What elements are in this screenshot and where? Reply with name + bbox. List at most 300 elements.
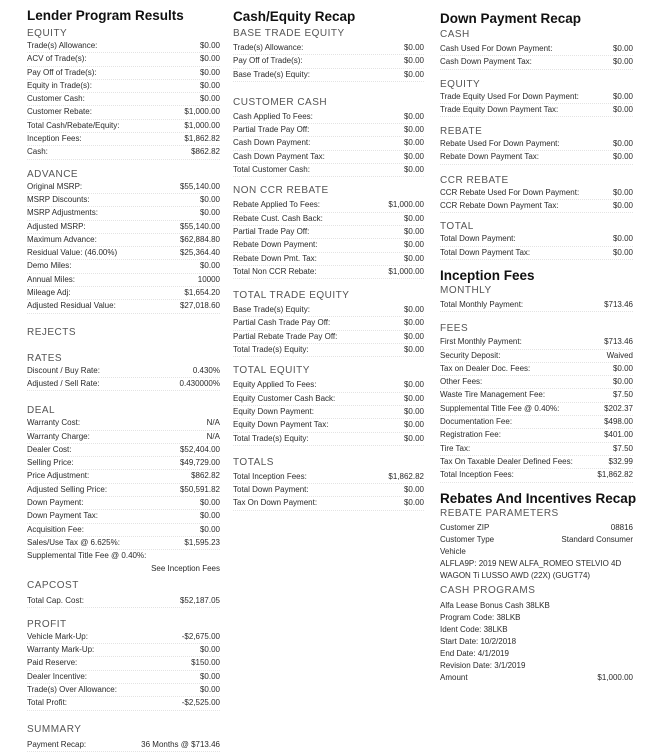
row-label: Price Adjustment: (27, 471, 90, 481)
row-value: $0.00 (612, 139, 633, 149)
rates-rows (27, 365, 220, 392)
data-row (27, 524, 220, 537)
row-label: Rebate Down Pmt. Tax: (233, 253, 317, 263)
row-value: $0.00 (612, 91, 633, 101)
row-label: Pay Off of Trade(s): (27, 67, 97, 77)
row-label: Selling Price: (27, 458, 74, 468)
data-row (233, 164, 424, 177)
advance-rows (27, 181, 220, 314)
row-label: Total Trade(s) Equity: (233, 433, 309, 443)
section-heading-rejects: REJECTS (27, 326, 77, 338)
row-value: $1,862.82 (388, 471, 424, 481)
row-label: First Monthly Payment: (440, 337, 522, 347)
row-label: Total Trade(s) Equity: (233, 345, 309, 355)
data-row (233, 226, 424, 239)
row-label: Payment Recap: (27, 739, 87, 749)
data-row (27, 133, 220, 146)
section-heading-deal: DEAL (27, 405, 56, 417)
row-value: $0.00 (403, 151, 424, 161)
row-label: Trade Equity Used For Down Payment: (440, 91, 579, 101)
data-row (27, 417, 220, 430)
deal-rows (27, 417, 220, 550)
row-label: Cash Down Payment: (233, 138, 311, 148)
data-row (27, 644, 220, 657)
cash-program-amount-row (440, 672, 633, 684)
data-row (27, 671, 220, 684)
row-value: $52,187.05 (179, 595, 220, 605)
row-value: $0.00 (199, 194, 220, 204)
data-row (27, 444, 220, 457)
row-label: Customer ZIP (440, 522, 490, 532)
row-value: $0.00 (403, 420, 424, 430)
row-label: ACV of Trade(s): (27, 54, 87, 64)
data-row (440, 456, 633, 469)
row-value: $862.82 (191, 147, 220, 157)
data-row (27, 431, 220, 444)
row-label: Cash Used For Down Payment: (440, 44, 553, 53)
row-value: $0.00 (199, 645, 220, 655)
row-label: Acquisition Fee: (27, 524, 84, 534)
row-value: 08816 (610, 522, 633, 532)
row-label: Rebate Applied To Fees: (233, 200, 321, 210)
row-value: Standard Consumer (561, 534, 633, 544)
row-value: $0.00 (612, 377, 633, 387)
section-heading-cash: CASH (440, 29, 470, 40)
data-row (233, 419, 424, 432)
row-label: MSRP Adjustments: (27, 208, 98, 218)
base-trade-equity-rows (233, 42, 424, 82)
row-label: Tax on Dealer Doc. Fees: (440, 363, 531, 373)
total-trade-equity-rows (233, 304, 424, 357)
section-heading-equity: EQUITY (27, 28, 68, 39)
section-heading-rebate-parameters: REBATE PARAMETERS (440, 507, 559, 519)
data-row (440, 350, 633, 363)
data-row (233, 137, 424, 150)
row-value: $0.00 (403, 43, 424, 52)
row-value: $0.00 (403, 111, 424, 121)
row-value: $0.00 (403, 318, 424, 328)
row-value: $0.00 (403, 125, 424, 135)
row-label: Total Profit: (27, 698, 68, 708)
row-label: Warranty Charge: (27, 431, 90, 441)
row-label: Inception Fees: (27, 134, 82, 144)
row-value: $0.00 (199, 261, 220, 271)
row-value: $0.00 (612, 234, 633, 244)
row-value: 0.430000% (179, 378, 220, 388)
row-label: Maximum Advance: (27, 234, 97, 244)
cash-equity-recap-column (233, 0, 424, 511)
row-label: Customer Rebate: (27, 107, 92, 117)
data-row (440, 187, 633, 200)
row-label: Total Monthly Payment: (440, 299, 524, 309)
row-label: Paid Reserve: (27, 658, 78, 668)
row-value: $0.00 (612, 152, 633, 162)
row-label: Security Deposit: (440, 350, 501, 360)
data-row (27, 260, 220, 273)
row-value: $0.00 (403, 253, 424, 263)
page-title: Lender Program Results (27, 8, 184, 23)
total-equity-rows (233, 379, 424, 445)
row-label: Partial Cash Trade Pay Off: (233, 318, 331, 328)
row-value: $0.00 (403, 138, 424, 148)
capcost-rows (27, 595, 220, 608)
data-row (27, 234, 220, 247)
data-row (233, 253, 424, 266)
row-label: Equity Down Payment Tax: (233, 420, 329, 430)
row-label: Total Customer Cash: (233, 165, 310, 175)
row-value: $150.00 (191, 658, 220, 668)
row-value: N/A (206, 431, 220, 441)
row-label: Sales/Use Tax @ 6.625%: (27, 537, 120, 547)
row-label: Trade Equity Down Payment Tax: (440, 104, 559, 114)
section-heading-advance: ADVANCE (27, 168, 79, 180)
data-row (233, 239, 424, 252)
data-row (233, 484, 424, 497)
rebate-parameters-rows (440, 522, 633, 547)
row-value: $1,000.00 (184, 107, 220, 117)
row-value: $49,729.00 (179, 458, 220, 468)
dp-ccr-rebate-rows (440, 187, 633, 214)
row-label: Documentation Fee: (440, 417, 513, 427)
row-label: Partial Rebate Trade Pay Off: (233, 331, 338, 341)
program-line: Revision Date: 3/1/2019 (440, 661, 526, 671)
data-row (440, 376, 633, 389)
data-row (233, 344, 424, 357)
vehicle-label: Vehicle (440, 547, 466, 557)
row-label: Customer Cash: (27, 94, 85, 104)
row-value: $0.00 (403, 226, 424, 236)
data-row (27, 300, 220, 313)
data-row (27, 194, 220, 207)
data-row (27, 274, 220, 287)
section-heading-rebate: REBATE (440, 126, 483, 138)
row-label: Base Trade(s) Equity: (233, 305, 310, 315)
row-value: $862.82 (191, 471, 220, 481)
row-label: Discount / Buy Rate: (27, 365, 100, 375)
data-row (233, 42, 424, 55)
data-row (233, 151, 424, 164)
row-value: $7.50 (612, 390, 633, 400)
row-value: $1,000.00 (388, 200, 424, 210)
row-value: $50,591.82 (179, 484, 220, 494)
cash-equity-recap-title: Cash/Equity Recap (233, 9, 356, 24)
data-row (27, 80, 220, 93)
row-label: Total Down Payment Tax: (440, 247, 531, 257)
data-row (27, 497, 220, 510)
row-label: Trade(s) Over Allowance: (27, 684, 117, 694)
see-inception-fees-note: See Inception Fees (151, 563, 220, 573)
row-value: $0.00 (612, 104, 633, 114)
dp-rebate-rows (440, 138, 633, 165)
row-label: Pay Off of Trade(s): (233, 56, 303, 66)
row-label: Tire Tax: (440, 443, 471, 453)
section-heading-cash-programs: CASH PROGRAMS (440, 585, 536, 597)
section-heading-fees: FEES (440, 323, 469, 335)
row-label: Vehicle Mark-Up: (27, 631, 88, 641)
program-line: Alfa Lease Bonus Cash 38LKB (440, 601, 550, 611)
row-label: Supplemental Title Fee @ 0.40%: (27, 551, 147, 561)
data-row (440, 403, 633, 416)
data-row (233, 55, 424, 68)
section-heading-total-equity: TOTAL EQUITY (233, 365, 310, 377)
row-value: $1,000.00 (597, 673, 633, 683)
section-heading-total: TOTAL (440, 221, 474, 233)
row-value: N/A (206, 418, 220, 428)
row-value: $202.37 (604, 403, 633, 413)
data-row (440, 200, 633, 213)
row-value: $0.00 (403, 165, 424, 175)
row-value: $0.00 (199, 54, 220, 64)
row-label: Total Cap. Cost: (27, 595, 84, 605)
row-label: Supplemental Title Fee @ 0.40%: (440, 403, 560, 413)
dp-equity-rows (440, 91, 633, 118)
data-row (27, 181, 220, 194)
data-row (27, 120, 220, 133)
row-value: $55,140.00 (179, 221, 220, 231)
row-value: $0.00 (403, 331, 424, 341)
data-row (27, 484, 220, 497)
data-row (233, 199, 424, 212)
summary-rows (27, 739, 220, 752)
data-row (27, 287, 220, 300)
row-label: MSRP Discounts: (27, 194, 90, 204)
row-value: $713.46 (604, 299, 633, 309)
row-label: Cash Down Payment Tax: (440, 57, 532, 67)
row-label: Customer Type (440, 534, 495, 544)
row-value: $55,140.00 (179, 181, 220, 191)
row-label: Total Cash/Rebate/Equity: (27, 120, 120, 130)
row-label: Down Payment Tax: (27, 511, 98, 521)
data-row (27, 53, 220, 66)
row-label: Residual Value: (46.00%) (27, 248, 118, 258)
row-value: $27,018.60 (179, 301, 220, 311)
data-row (27, 739, 220, 752)
data-row (27, 67, 220, 80)
row-value: $401.00 (604, 430, 633, 440)
row-value: $0.00 (403, 380, 424, 390)
row-value: $0.00 (199, 67, 220, 77)
row-label: Adjusted Selling Price: (27, 484, 108, 494)
row-label: Registration Fee: (440, 430, 501, 440)
data-row (27, 457, 220, 470)
data-row (27, 684, 220, 697)
row-label: Down Payment: (27, 498, 84, 508)
customer-cash-rows (233, 111, 424, 177)
data-row (233, 331, 424, 344)
data-row (27, 537, 220, 550)
data-row (27, 93, 220, 106)
row-label: Equity Applied To Fees: (233, 380, 317, 390)
row-value: $1,000.00 (184, 120, 220, 130)
profit-rows (27, 631, 220, 711)
row-value: $0.00 (403, 305, 424, 315)
data-row (440, 429, 633, 442)
row-value: $25,364.40 (179, 248, 220, 258)
data-row (233, 393, 424, 406)
data-row (233, 497, 424, 510)
data-row (440, 138, 633, 151)
row-value: $0.00 (199, 498, 220, 508)
row-label: Equity Customer Cash Back: (233, 393, 336, 403)
row-label: CCR Rebate Down Payment Tax: (440, 201, 559, 211)
data-row (27, 470, 220, 483)
row-label: Waste Tire Management Fee: (440, 390, 546, 400)
row-value: $0.00 (403, 56, 424, 66)
row-label: Total Down Payment: (440, 234, 516, 244)
down-payment-recap-column (440, 0, 637, 684)
row-label: Cash Down Payment Tax: (233, 151, 325, 161)
row-value: 0.430% (192, 365, 220, 375)
totals-rows (233, 471, 424, 511)
data-row (27, 378, 220, 391)
data-row (440, 43, 633, 56)
row-label: Total Inception Fees: (233, 471, 307, 481)
data-row (233, 406, 424, 419)
down-payment-recap-title: Down Payment Recap (440, 11, 582, 26)
row-label: Trade(s) Allowance: (27, 41, 98, 50)
row-value: $0.00 (403, 406, 424, 416)
row-label: Partial Trade Pay Off: (233, 125, 310, 135)
data-row (440, 443, 633, 456)
row-label: Base Trade(s) Equity: (233, 69, 310, 79)
row-value: $0.00 (199, 41, 220, 50)
program-line: Start Date: 10/2/2018 (440, 637, 517, 647)
data-row (27, 657, 220, 670)
data-row (27, 510, 220, 523)
row-label: Adjusted MSRP: (27, 221, 86, 231)
data-row (27, 221, 220, 234)
section-heading-base-trade-equity: BASE TRADE EQUITY (233, 28, 345, 39)
row-label: Total Inception Fees: (440, 470, 514, 480)
row-value: $0.00 (403, 240, 424, 250)
data-row (27, 207, 220, 220)
data-row (27, 247, 220, 260)
data-row (440, 363, 633, 376)
section-heading-total-trade-equity: TOTAL TRADE EQUITY (233, 290, 350, 302)
row-value: $1,654.20 (184, 288, 220, 298)
data-row (440, 56, 633, 69)
row-label: Amount (440, 673, 468, 683)
section-heading-customer-cash: CUSTOMER CASH (233, 96, 328, 108)
row-value: 10000 (197, 274, 220, 284)
row-value: $52,404.00 (179, 444, 220, 454)
data-row (233, 124, 424, 137)
program-line: Ident Code: 38LKB (440, 625, 508, 635)
fees-rows (440, 336, 633, 482)
row-value: $0.00 (199, 80, 220, 90)
data-row (27, 595, 220, 608)
cash-program-lines (440, 600, 633, 672)
row-label: Cash Applied To Fees: (233, 111, 313, 121)
data-row (233, 433, 424, 446)
inception-fees-title: Inception Fees (440, 267, 535, 283)
row-label: Demo Miles: (27, 261, 72, 271)
row-value: $32.99 (608, 456, 633, 466)
row-value: $0.00 (403, 69, 424, 79)
row-value: $0.00 (612, 187, 633, 197)
data-row (27, 146, 220, 159)
row-label: Trade(s) Allowance: (233, 43, 304, 52)
row-value: $1,595.23 (184, 537, 220, 547)
data-row (27, 106, 220, 119)
row-value: $0.00 (403, 433, 424, 443)
row-label: CCR Rebate Used For Down Payment: (440, 187, 580, 197)
section-heading-profit: PROFIT (27, 618, 67, 630)
section-heading-summary: SUMMARY (27, 723, 82, 735)
section-heading-equity-dp: EQUITY (440, 78, 481, 90)
row-value: $0.00 (403, 393, 424, 403)
row-label: Tax On Down Payment: (233, 498, 318, 508)
row-label: Total Non CCR Rebate: (233, 266, 317, 276)
row-label: Adjusted Residual Value: (27, 301, 116, 311)
data-row (440, 336, 633, 349)
monthly-rows (440, 299, 633, 312)
row-value: $0.00 (403, 498, 424, 508)
vehicle-description: ALFLA9P: 2019 NEW ALFA_ROMEO STELVIO 4D WAGON Ti LUSSO AWD (22X) (GUGT74) (440, 559, 622, 581)
data-row (440, 469, 633, 482)
row-value: $0.00 (612, 201, 633, 211)
data-row (440, 416, 633, 429)
rebates-incentives-title: Rebates And Incentives Recap (440, 490, 637, 506)
data-row (440, 247, 633, 260)
data-row (440, 299, 633, 312)
data-row (27, 631, 220, 644)
data-row (440, 104, 633, 117)
row-value: $0.00 (612, 363, 633, 373)
data-row (233, 213, 424, 226)
lender-program-results-column (27, 0, 220, 752)
data-row (440, 91, 633, 104)
row-value: $0.00 (612, 247, 633, 257)
row-label: Total Down Payment: (233, 485, 309, 495)
row-value: $7.50 (612, 443, 633, 453)
row-label: Partial Trade Pay Off: (233, 226, 310, 236)
row-label: Rebate Down Payment: (233, 240, 318, 250)
row-value: $62,884.80 (179, 234, 220, 244)
data-row (440, 522, 633, 534)
program-line: End Date: 4/1/2019 (440, 649, 509, 659)
row-value: $498.00 (604, 417, 633, 427)
row-label: Equity Down Payment: (233, 406, 314, 416)
row-value: $0.00 (403, 213, 424, 223)
data-row (440, 151, 633, 164)
section-heading-capcost: CAPCOST (27, 579, 79, 591)
data-row (233, 111, 424, 124)
data-row (233, 69, 424, 82)
row-label: Rebate Down Payment Tax: (440, 152, 540, 162)
section-heading-non-ccr-rebate: NON CCR REBATE (233, 185, 329, 197)
data-row (27, 40, 220, 53)
row-label: Cash: (27, 147, 48, 157)
section-heading-ccr-rebate: CCR REBATE (440, 174, 509, 186)
row-value: $0.00 (403, 485, 424, 495)
row-label: Equity in Trade(s): (27, 80, 92, 90)
row-value: -$2,675.00 (181, 631, 220, 641)
row-value: -$2,525.00 (181, 698, 220, 708)
data-row (440, 534, 633, 546)
row-value: $0.00 (199, 684, 220, 694)
row-value: $1,000.00 (388, 266, 424, 276)
data-row (233, 317, 424, 330)
data-row (233, 379, 424, 392)
row-value: $0.00 (199, 524, 220, 534)
data-row (27, 365, 220, 378)
row-label: Dealer Cost: (27, 444, 72, 454)
row-label: Original MSRP: (27, 181, 83, 191)
row-value: $1,862.82 (597, 470, 633, 480)
data-row (440, 233, 633, 246)
row-label: Annual Miles: (27, 274, 76, 284)
